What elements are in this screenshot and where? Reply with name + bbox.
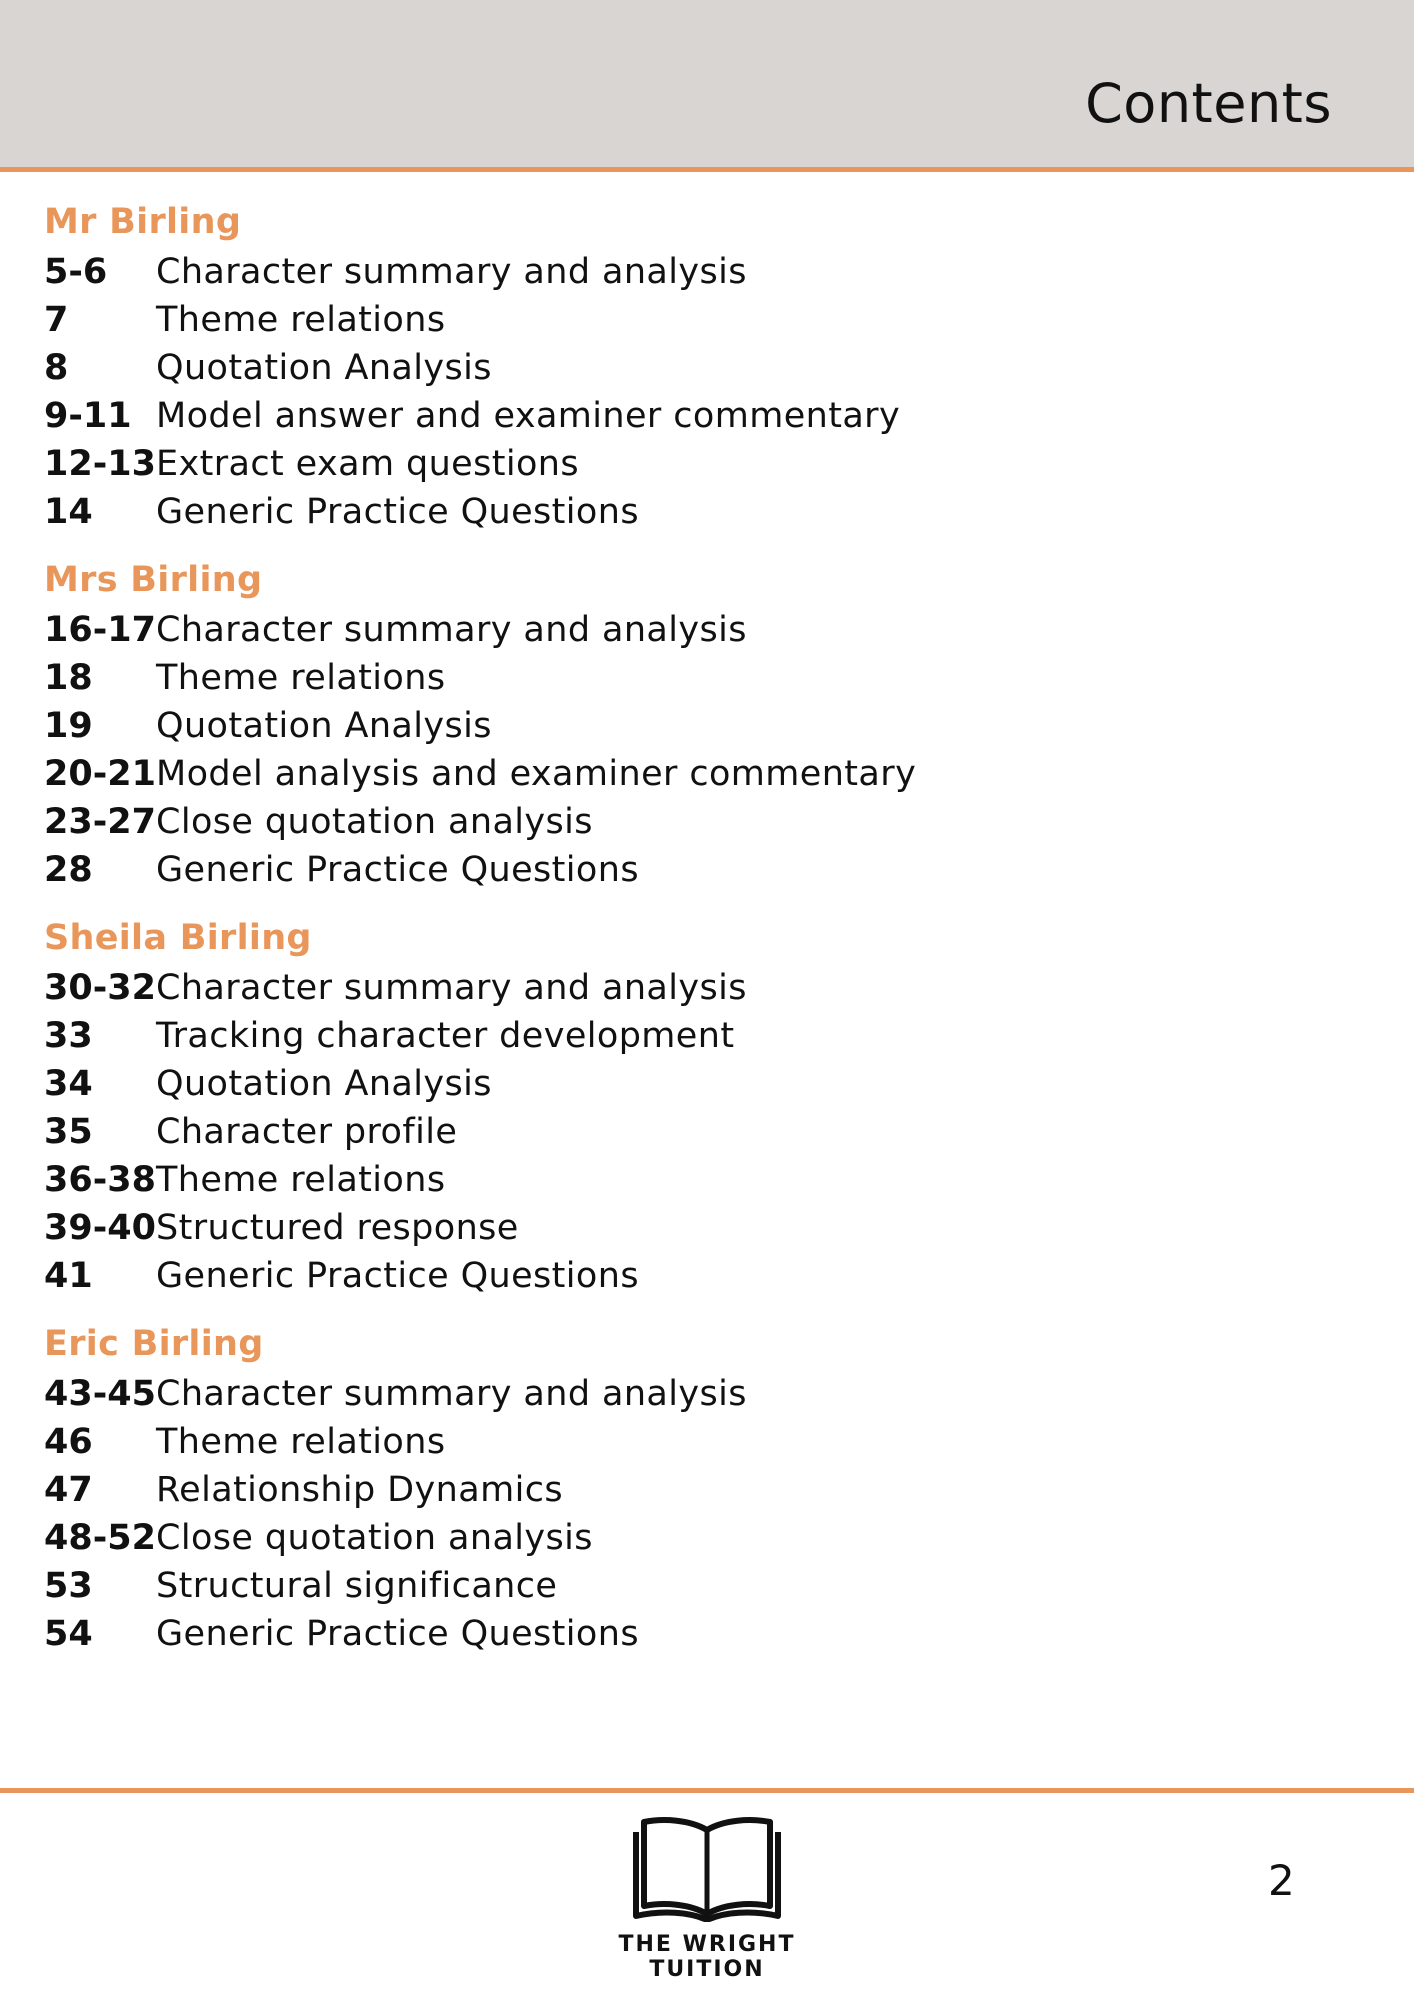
entry-pages: 41 [44,1256,93,1296]
toc-entry[interactable] [44,654,1344,702]
entry-pages: 35 [44,1112,93,1152]
section-title: Mrs Birling [44,560,263,600]
toc-section-mrs-birling [44,554,1344,894]
toc-entry[interactable] [44,344,1344,392]
entry-pages: 16-17 [44,610,156,650]
toc-entry[interactable] [44,964,1344,1012]
entry-label: Theme relations [156,1422,446,1462]
page-header [0,0,1414,172]
entry-label: Extract exam questions [156,444,580,484]
toc-entry[interactable] [44,1370,1344,1418]
entry-pages: 33 [44,1016,93,1056]
toc-entry[interactable] [44,798,1344,846]
toc-entry[interactable] [44,1562,1344,1610]
brand-name: THE WRIGHT TUITION [618,1932,796,1982]
entry-label: Theme relations [156,658,446,698]
entry-pages: 23-27 [44,802,156,842]
toc-entry[interactable] [44,1012,1344,1060]
toc-entry[interactable] [44,702,1344,750]
entry-pages: 8 [44,348,69,388]
entry-pages: 28 [44,850,93,890]
entry-label: Close quotation analysis [156,1518,593,1558]
entry-pages: 53 [44,1566,93,1606]
toc-entry[interactable] [44,846,1344,894]
toc-entry[interactable] [44,1060,1344,1108]
section-title: Mr Birling [44,202,242,242]
toc-entry[interactable] [44,1610,1344,1658]
entry-label: Character profile [156,1112,458,1152]
entry-pages: 18 [44,658,93,698]
toc-entry[interactable] [44,248,1344,296]
toc-entry[interactable] [44,1418,1344,1466]
entry-label: Character summary and analysis [156,1374,747,1414]
entry-pages: 43-45 [44,1374,156,1414]
section-title: Eric Birling [44,1324,264,1364]
entry-pages: 36-38 [44,1160,156,1200]
toc-entry[interactable] [44,1466,1344,1514]
entry-pages: 19 [44,706,93,746]
entry-label: Character summary and analysis [156,968,747,1008]
page-number: 2 [1268,1856,1295,1905]
toc-entry[interactable] [44,440,1344,488]
section-title: Sheila Birling [44,918,312,958]
entry-label: Generic Practice Questions [156,1256,639,1296]
entry-label: Model analysis and examiner commentary [156,754,917,794]
entry-label: Tracking character development [156,1016,735,1056]
footer-divider [0,1788,1414,1793]
entry-label: Relationship Dynamics [156,1470,563,1510]
entry-label: Generic Practice Questions [156,1614,639,1654]
toc-entry[interactable] [44,488,1344,536]
entry-pages: 54 [44,1614,93,1654]
entry-pages: 14 [44,492,93,532]
toc-entry[interactable] [44,1204,1344,1252]
entry-label: Close quotation analysis [156,802,593,842]
entry-label: Model answer and examiner commentary [156,396,901,436]
toc-section-sheila-birling [44,912,1344,1300]
entry-pages: 20-21 [44,754,156,794]
entry-pages: 30-32 [44,968,156,1008]
toc-entry[interactable] [44,296,1344,344]
entry-pages: 12-13 [44,444,156,484]
entry-label: Generic Practice Questions [156,492,639,532]
toc-entry[interactable] [44,750,1344,798]
entry-pages: 34 [44,1064,93,1104]
entry-pages: 9-11 [44,396,132,436]
entry-pages: 5-6 [44,252,108,292]
entry-pages: 39-40 [44,1208,156,1248]
page-title: Contents [1085,72,1332,135]
entry-pages: 46 [44,1422,93,1462]
toc-entry[interactable] [44,392,1344,440]
entry-label: Quotation Analysis [156,1064,492,1104]
entry-pages: 47 [44,1470,93,1510]
toc-section-mr-birling [44,196,1344,536]
entry-label: Theme relations [156,1160,446,1200]
toc-entry[interactable] [44,1156,1344,1204]
entry-label: Generic Practice Questions [156,850,639,890]
toc-entry[interactable] [44,1252,1344,1300]
entry-pages: 48-52 [44,1518,156,1558]
entry-label: Character summary and analysis [156,610,747,650]
entry-label: Quotation Analysis [156,706,492,746]
table-of-contents [44,196,1344,1676]
entry-pages: 7 [44,300,69,340]
toc-section-eric-birling [44,1318,1344,1658]
entry-label: Theme relations [156,300,446,340]
toc-entry[interactable] [44,1108,1344,1156]
entry-label: Structured response [156,1208,519,1248]
open-book-icon [632,1812,782,1922]
toc-entry[interactable] [44,1514,1344,1562]
entry-label: Structural significance [156,1566,558,1606]
entry-label: Character summary and analysis [156,252,747,292]
toc-entry[interactable] [44,606,1344,654]
entry-label: Quotation Analysis [156,348,492,388]
brand-logo [560,1812,854,1982]
